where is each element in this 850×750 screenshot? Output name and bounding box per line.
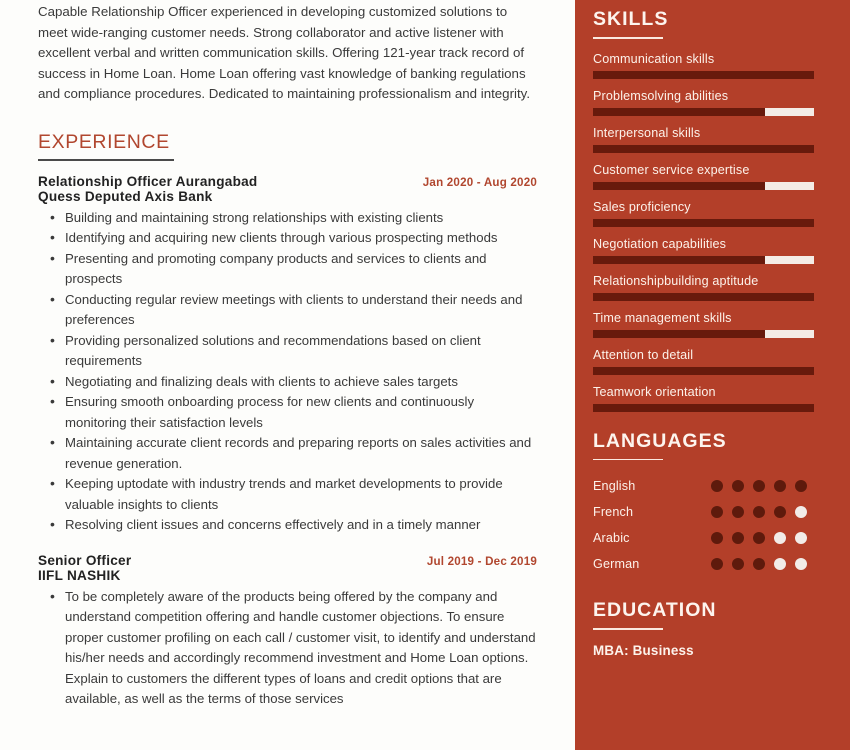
language-dot-filled	[732, 506, 744, 518]
language-dot-empty	[795, 532, 807, 544]
professional-summary	[38, 0, 537, 105]
language-item	[593, 499, 815, 525]
skill-level-fill	[593, 367, 814, 375]
skill-label: Time management skills	[593, 310, 732, 325]
language-dot-filled	[774, 480, 786, 492]
language-dot-filled	[753, 532, 765, 544]
job-bullet: • Providing personalized solutions and recommendations based on client requirements	[40, 331, 537, 372]
language-level-dots	[711, 532, 807, 544]
language-item	[593, 525, 815, 551]
skill-level-bar	[593, 367, 814, 375]
education-heading-rule	[593, 628, 663, 630]
job-bullet: • Resolving client issues and concerns effectively and in a timely manner	[40, 515, 537, 536]
job-bullet: • Negotiating and finalizing deals with clients to achieve sales targets	[40, 372, 537, 393]
language-name: English	[593, 479, 636, 494]
language-dot-filled	[753, 480, 765, 492]
job-bullet-list	[40, 208, 537, 536]
language-dot-filled	[795, 480, 807, 492]
job-dates: Jan 2020 - Aug 2020	[422, 175, 537, 189]
language-dot-empty	[774, 558, 786, 570]
job-bullet: • Identifying and acquiring new clients through various prospecting methods	[40, 228, 537, 249]
skill-level-bar	[593, 108, 814, 116]
experience-job-list	[38, 174, 537, 710]
skill-level-fill	[593, 404, 814, 412]
skill-item	[593, 163, 815, 190]
experience-heading: EXPERIENCE	[38, 130, 170, 153]
language-name: Arabic	[593, 531, 630, 546]
skill-item	[593, 126, 815, 153]
skill-level-bar	[593, 293, 814, 301]
skill-label: Relationshipbuilding aptitude	[593, 273, 759, 288]
skill-item	[593, 385, 815, 412]
language-item	[593, 551, 815, 577]
skill-item	[593, 52, 815, 79]
education-heading: EDUCATION	[593, 599, 717, 622]
job-bullet-list	[40, 587, 537, 710]
skill-level-fill	[593, 145, 814, 153]
job-bullet: • Building and maintaining strong relationships with existing clients	[40, 208, 537, 229]
language-dot-empty	[795, 506, 807, 518]
skill-level-bar	[593, 256, 814, 264]
skill-level-bar	[593, 219, 814, 227]
skill-item	[593, 200, 815, 227]
education-degree: MBA: Business	[593, 642, 694, 658]
skill-level-bar	[593, 330, 814, 338]
language-level-dots	[711, 480, 807, 492]
skill-level-fill	[593, 71, 814, 79]
language-dot-filled	[711, 480, 723, 492]
experience-entry	[38, 553, 537, 710]
language-dot-filled	[732, 532, 744, 544]
language-dot-empty	[795, 558, 807, 570]
skill-level-bar	[593, 182, 814, 190]
skill-level-fill	[593, 330, 765, 338]
skill-label: Sales proficiency	[593, 199, 691, 214]
skill-label: Attention to detail	[593, 347, 694, 362]
job-header-row	[38, 174, 537, 189]
language-name: French	[593, 505, 634, 520]
job-header-row	[38, 553, 537, 568]
experience-entry	[38, 174, 537, 536]
languages-heading: LANGUAGES	[593, 429, 727, 452]
job-spacer	[38, 538, 537, 553]
skill-label: Customer service expertise	[593, 162, 750, 177]
job-title: Senior Officer	[38, 552, 132, 568]
job-bullet: • Ensuring smooth onboarding process for new clients and continuously monitoring their satisfaction levels	[40, 392, 537, 433]
skill-item	[593, 274, 815, 301]
language-dot-filled	[711, 532, 723, 544]
skill-level-bar	[593, 145, 814, 153]
languages-heading-rule	[593, 459, 663, 461]
language-level-dots	[711, 558, 807, 570]
job-bullet: • Keeping uptodate with industry trends and market developments to provide valuable insights to clients	[40, 474, 537, 515]
language-level-dots	[711, 506, 807, 518]
skill-item	[593, 311, 815, 338]
skill-level-fill	[593, 182, 765, 190]
job-bullet: • Conducting regular review meetings with clients to understand their needs and preferences	[40, 290, 537, 331]
language-dot-empty	[774, 532, 786, 544]
language-dot-filled	[711, 558, 723, 570]
language-dot-filled	[774, 506, 786, 518]
skills-heading: SKILLS	[593, 8, 669, 30]
job-bullet: • To be completely aware of the products being offered by the company and understand competition offering and handle customer objections. To ensure proper customer profiling on each call / customer visit, to identify and understand his/her needs and accordingly recommend investment and Home Loan options. Explain to customers the different types of loans and credit options that are available, as well as the terms of those services	[40, 587, 537, 710]
skill-item	[593, 348, 815, 375]
job-bullet: • Presenting and promoting company products and services to clients and prospects	[40, 249, 537, 290]
language-dot-filled	[753, 558, 765, 570]
skill-label: Negotiation capabilities	[593, 236, 727, 251]
experience-heading-rule	[38, 159, 174, 161]
language-item	[593, 473, 815, 499]
language-dot-filled	[732, 558, 744, 570]
language-name: German	[593, 557, 640, 572]
skills-list	[593, 52, 815, 412]
skill-item	[593, 237, 815, 264]
job-bullet: • Maintaining accurate client records and preparing reports on sales activities and revenue generation.	[40, 433, 537, 474]
education-section	[593, 599, 815, 658]
job-company: IIFL NASHIK	[38, 567, 121, 583]
resume-sidebar	[575, 0, 850, 750]
skill-item	[593, 89, 815, 116]
skill-label: Problemsolving abilities	[593, 88, 729, 103]
skill-level-bar	[593, 404, 814, 412]
skills-section	[593, 8, 815, 412]
job-dates: Jul 2019 - Dec 2019	[426, 554, 537, 568]
languages-section	[593, 430, 815, 578]
language-dot-filled	[711, 506, 723, 518]
skill-label: Teamwork orientation	[593, 384, 716, 399]
skill-level-fill	[593, 219, 814, 227]
skills-heading-rule	[593, 37, 663, 39]
language-dot-filled	[753, 506, 765, 518]
skill-level-fill	[593, 256, 765, 264]
languages-list	[593, 473, 815, 577]
skill-label: Interpersonal skills	[593, 125, 701, 140]
skill-level-fill	[593, 108, 765, 116]
education-list	[593, 643, 815, 658]
experience-section	[38, 131, 537, 710]
skill-level-bar	[593, 71, 814, 79]
language-dot-filled	[732, 480, 744, 492]
job-title: Relationship Officer Aurangabad	[38, 173, 258, 189]
summary-text: Capable Relationship Officer experienced in developing customized solutions to meet wide-ranging customer needs. Strong collaborator and active listener with excellent verbal and written communication skills. Offering 121-year track record of success in Home Loan. Home Loan offering vast knowledge of banking regulations and compliance procedures. Dedicated to maintaining professionalism and integrity.	[38, 4, 531, 102]
job-company: Quess Deputed Axis Bank	[38, 188, 213, 204]
skill-label: Communication skills	[593, 51, 715, 66]
skill-level-fill	[593, 293, 814, 301]
